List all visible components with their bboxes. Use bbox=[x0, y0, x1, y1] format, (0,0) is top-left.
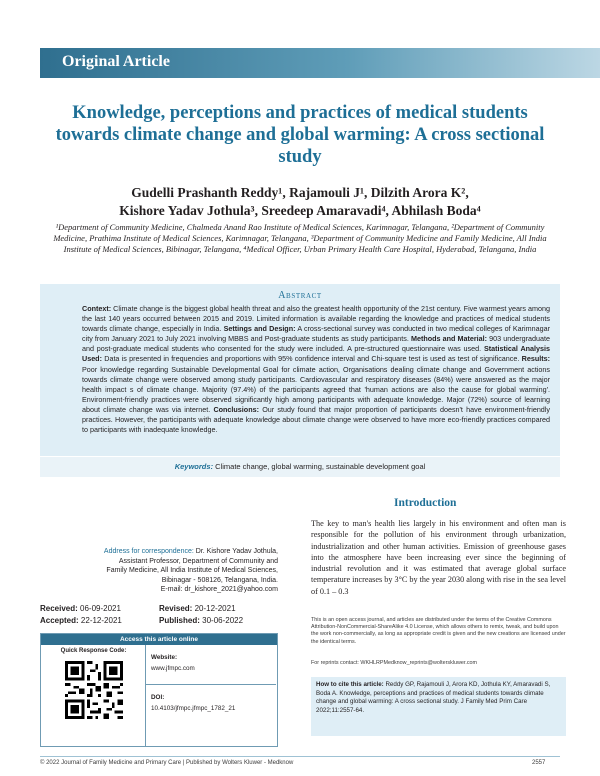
author-line-1: Gudelli Prashanth Reddy¹, Rajamouli J¹, Dilzith Arora K², bbox=[131, 185, 469, 200]
cite-text: Reddy GP, Rajamouli J, Arora KD, Jothula KY, Amaravadi S, Boda A. Knowledge, perceptions and practices of medical students towards climate change and global warming: A cross sectional study. J Family Med Prim Care 2022;11:2557-64. bbox=[316, 681, 551, 714]
website-link[interactable]: www.jfmpc.com bbox=[151, 665, 195, 672]
correspondence-line-4: Bibinagar - 508126, Telangana, India. bbox=[161, 576, 278, 584]
website-label: Website: bbox=[151, 654, 178, 661]
doi-label: DOI: bbox=[151, 694, 165, 701]
qr-code-icon[interactable] bbox=[65, 661, 123, 719]
methods-text: 903 undergraduate and post-graduate medical students who consented for the study were included. A pre-structured questionnaire was used. bbox=[82, 334, 550, 354]
footer-copyright: © 2022 Journal of Family Medicine and Primary Care | Published by Wolters Kluwer - Medknow bbox=[40, 760, 294, 766]
affiliations: ¹Department of Community Medicine, Chalmeda Anand Rao Institute of Medical Sciences, Karimnagar, Telangana, ²Department of Community Medicine, Prathima Institute of Medical Sciences, Karimnagar, Telangana, ³Department of Community Medicine and Family Medicine, All India Institute of Medical Sciences, Bibinagar, Telangana, ⁴Medical Officer, Urban Primary Health Care Hospital, Hyderabad, Telangana, India bbox=[53, 222, 547, 254]
cite-label: How to cite this article: bbox=[316, 681, 384, 688]
setting-label: Settings and Design: bbox=[223, 324, 296, 334]
abstract-box bbox=[40, 284, 560, 456]
abstract-heading: Abstract bbox=[278, 290, 322, 301]
access-heading: Access this article online bbox=[41, 634, 277, 645]
keywords-bar bbox=[40, 457, 560, 477]
setting-text: A cross-sectional survey was conducted in two medical colleges of Karimnagar city from January 2021 to July 2021 involving MBBS and Post-graduate students as study participants. bbox=[82, 324, 551, 344]
keywords-label: Keywords: bbox=[174, 462, 214, 471]
introduction-heading: Introduction bbox=[394, 497, 457, 509]
introduction-text: The key to man's health lies largely in his environment and often man is responsible for the pollution of his environment through urbanization, industrialization and other human activities. Emission of greenhouse gases into the atmosphere have been increasing ever since the beginning of industrial revolution and it was estimated that average global surface temperature increases by 3°C by the year 2030 along with rise in the sea level of 0.1 – 0.3 bbox=[311, 519, 566, 596]
article-title: Knowledge, perceptions and practices of medical students towards climate change and global warming: A cross sectional study bbox=[55, 103, 545, 167]
revised-date: 20-12-2021 bbox=[194, 604, 236, 613]
qr-label: Quick Response Code: bbox=[60, 648, 127, 654]
methods-label: Methods and Material: bbox=[410, 334, 488, 344]
dates-block bbox=[40, 603, 278, 627]
published-label: Published: bbox=[159, 616, 200, 625]
keywords-text: Climate change, global warming, sustainable development goal bbox=[215, 462, 426, 471]
doi-link[interactable]: 10.4103/jfmpc.jfmpc_1782_21 bbox=[151, 705, 236, 712]
conclusions-text: Our study found that major proportion of participants doesn't have environment-friendly practices. However, the participants with adequate knowledge about climate change were observed to have more eco-friendly practices compared to participants with inadequate knowledge. bbox=[82, 404, 550, 435]
context-label: Context: bbox=[82, 304, 112, 313]
revised-label: Revised: bbox=[159, 604, 193, 613]
results-text: Poor knowledge regarding Sustainable Developmental Goal for climate action, Organisations dealing climate change and Government actions towards climate change were observed among study participants. Cardiovascular and respiratory diseases (84%) were answered as the major health impact s of climate change. Majority (97.4%) of the participants agreed that 'human actions are also the cause for global warming'. Environment-friendly practices were observed significantly high among participants with adequate knowledge. Major (72%) source of learning about climate change was via internet. bbox=[82, 364, 550, 414]
correspondence-line-2: Assistant Professor, Department of Community and bbox=[118, 557, 278, 565]
published-date: 30-06-2022 bbox=[202, 616, 244, 625]
stats-text: Data is presented in frequencies and proportions with 95% confidence interval and Chi-square test is used as test of significance. bbox=[104, 354, 520, 364]
author-line-2: Kishore Yadav Jothula³, Sreedeep Amaravadi⁴, Abhilash Boda⁴ bbox=[119, 203, 481, 218]
reprints-contact: For reprints contact: WKHLRPMedknow_reprints@wolterskluwer.com bbox=[311, 660, 478, 666]
how-to-cite-box bbox=[311, 677, 566, 736]
correspondence-line-3: Family Medicine, All India Institute of Medical Sciences, bbox=[106, 567, 278, 574]
accepted-date: 22-12-2021 bbox=[80, 616, 122, 625]
article-type-label: Original Article bbox=[62, 53, 170, 70]
context-text: Climate change is the biggest global health threat and also the greatest health opportunity of the 21st century. Five warmest years among the last 140 years occurred between 2015 and 2019. Limited information is available regarding the knowledge and practices of medical students towards climate change, especially in India. bbox=[82, 304, 550, 334]
article-type-banner bbox=[40, 48, 600, 78]
received-date: 06-09-2021 bbox=[80, 604, 121, 613]
accepted-label: Accepted: bbox=[40, 616, 79, 625]
page-number: 2557 bbox=[532, 760, 546, 766]
results-label: Results: bbox=[521, 354, 551, 364]
footer-divider bbox=[40, 756, 560, 757]
abstract-text bbox=[82, 304, 550, 435]
access-online-box bbox=[40, 633, 278, 747]
correspondence-name: Dr. Kishore Yadav Jothula, bbox=[195, 548, 278, 555]
correspondence-email: E-mail: dr_kishore_2021@yahoo.com bbox=[160, 586, 278, 593]
correspondence-block bbox=[40, 547, 278, 595]
correspondence-label: Address for correspondence: bbox=[103, 548, 194, 555]
received-label: Received: bbox=[40, 604, 78, 613]
keywords-line bbox=[40, 462, 560, 471]
license-notice: This is an open access journal, and articles are distributed under the terms of the Creative Commons Attribution-NonCommercial-ShareAlike 4.0 License, which allows others to remix, tweak, and build upon the work non-commercially, as long as appropriate credit is given and the new creations are licensed under the identical terms. bbox=[311, 617, 566, 645]
stats-label: Statistical Analysis Used: bbox=[82, 344, 551, 364]
conclusions-label: Conclusions: bbox=[213, 404, 259, 414]
author-list bbox=[40, 184, 560, 220]
